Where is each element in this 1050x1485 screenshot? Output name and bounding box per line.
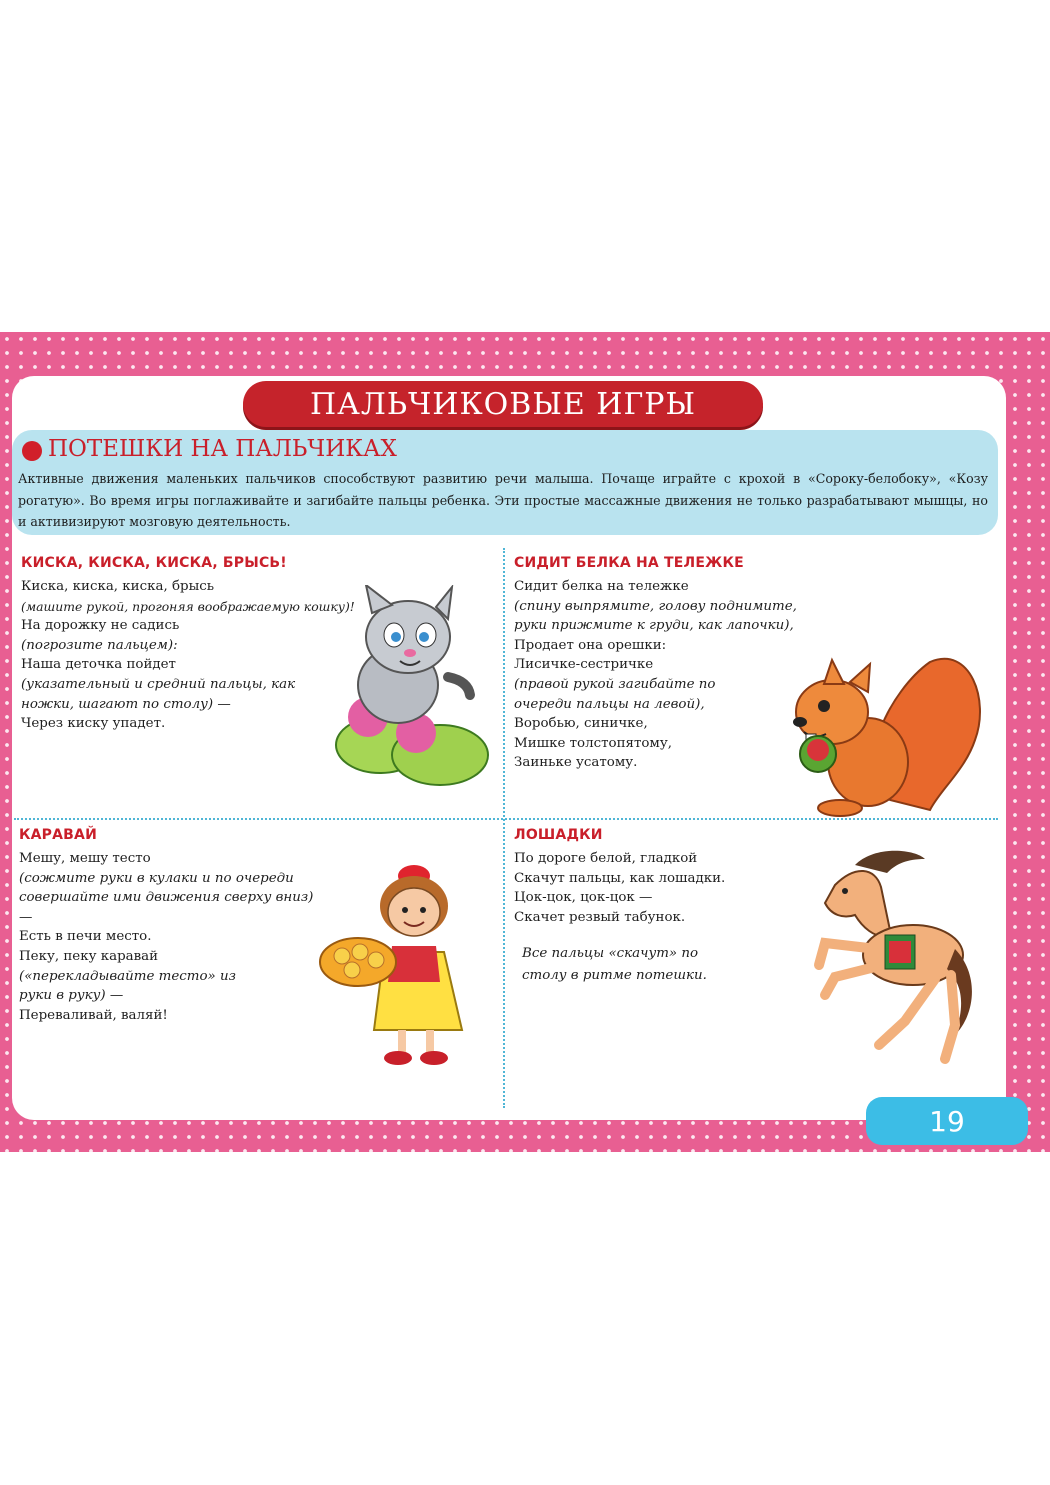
rhyme-line: Киска, киска, киска, брысь	[21, 579, 215, 594]
rhyme-line: Через киску упадет.	[21, 716, 166, 732]
rhyme-title: КИСКА, КИСКА, КИСКА, БРЫСЬ!	[21, 555, 287, 571]
rhyme-line: Лисичке-сестричке	[514, 657, 654, 673]
intro-text: Активные движения маленьких пальчиков способствуют развитию речи малыша. Почаще играйте с крохой в «Сороку-белобоку», «Козу рогатую». Во время игры поглаживайте и загибайте пальцы ребенка. Эти простые массажные движения не только разрабатывают мышцы, но и активизируют мозговую деятельность.	[18, 471, 988, 529]
rhyme-instruction: (правой рукой загибайте по очереди пальцы на левой),	[514, 676, 716, 712]
rhyme-line: По дороге белой, гладкой	[514, 851, 698, 866]
rhyme-line: На дорожку не садись	[21, 618, 180, 634]
rhyme-instruction: (машите рукой, прогоняя воображаемую кошку)!	[21, 598, 355, 614]
rhyme-line: Скачут пальцы, как лошадки.	[514, 870, 726, 886]
rhyme-line: Наша деточка пойдет	[21, 657, 176, 673]
bullet-dot-icon	[22, 441, 42, 461]
vertical-divider	[503, 548, 505, 1108]
rhyme-instruction: («перекладывайте тесто» из руки в руку) —	[19, 968, 236, 1004]
rhyme-instruction: (сожмите руки в кулаки и по очереди совершайте ими движения сверху вниз) —	[19, 870, 314, 925]
rhyme-line: Скачет резвый табунок.	[514, 909, 686, 925]
page-number-badge: 19	[866, 1097, 1028, 1145]
rhyme-karavai	[19, 827, 329, 1025]
rhyme-loshadki	[514, 827, 742, 987]
kitten-icon	[330, 585, 490, 795]
rhyme-line: Продает она орешки:	[514, 637, 667, 653]
rhyme-title: ЛОШАДКИ	[514, 827, 603, 843]
rhyme-line: Сидит белка на тележке	[514, 579, 689, 594]
rhyme-note: Все пальцы «скачут» по столу в ритме потешки.	[522, 946, 707, 984]
rhyme-line: Заиньке усатому.	[514, 755, 638, 771]
rhyme-line: Мишке толстопятому,	[514, 735, 672, 751]
horse-icon	[795, 845, 985, 1070]
squirrel-icon	[780, 650, 990, 820]
rhyme-instruction: (погрозите пальцем):	[21, 637, 178, 653]
girl-with-pie-icon	[318, 862, 468, 1072]
section-title: ПОТЕШКИ НА ПАЛЬЧИКАХ	[48, 436, 397, 462]
rhyme-line: Есть в печи место.	[19, 929, 152, 945]
rhyme-line: Переваливай, валяй!	[19, 1007, 168, 1023]
rhyme-line: Воробью, синичке,	[514, 716, 648, 732]
rhyme-kiska	[21, 555, 355, 734]
rhyme-line: Цок-цок, цок-цок —	[514, 890, 653, 906]
rhyme-title: СИДИТ БЕЛКА НА ТЕЛЕЖКЕ	[514, 555, 744, 571]
rhyme-line: Мешу, мешу тесто	[19, 851, 151, 866]
rhyme-line: Пеку, пеку каравай	[19, 948, 159, 964]
rhyme-instruction: (указательный и средний пальцы, как ножки, шагают по столу) —	[21, 676, 296, 712]
page-title: ПАЛЬЧИКОВЫЕ ИГРЫ	[243, 381, 763, 427]
rhyme-title: КАРАВАЙ	[19, 827, 97, 843]
rhyme-instruction: (спину выпрямите, голову поднимите, руки прижмите к груди, как лапочки),	[514, 598, 797, 634]
